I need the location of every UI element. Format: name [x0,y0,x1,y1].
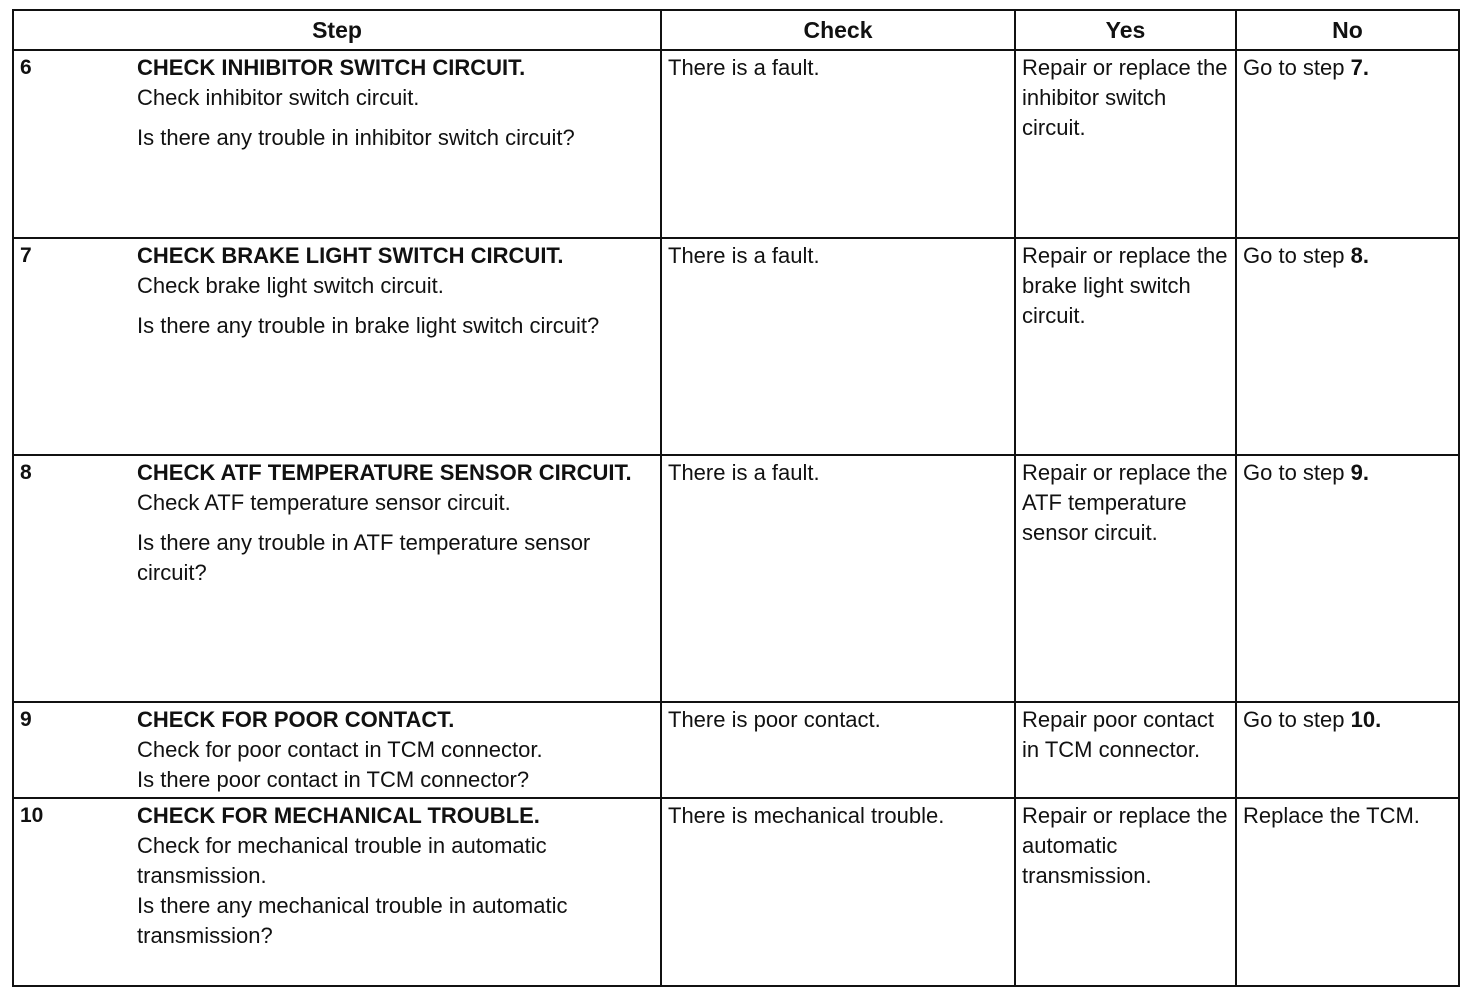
step-question: Is there any trouble in inhibitor switch circuit? [137,125,575,150]
goto-step-number: 7. [1350,55,1369,80]
yes-cell: Repair poor contact in TCM connector. [1015,702,1236,798]
step-question: Is there poor contact in TCM connector? [137,767,530,792]
step-detail: Check inhibitor switch circuit. [137,85,420,110]
step-cell [135,238,661,455]
step-detail: Check brake light switch circuit. [137,273,444,298]
yes-cell: Repair or replace the brake light switch circuit. [1015,238,1236,455]
no-cell [1236,238,1459,455]
yes-cell: Repair or replace the automatic transmission. [1015,798,1236,986]
header-step: Step [13,10,661,50]
step-number: 6 [13,50,135,238]
step-number: 9 [13,702,135,798]
header-yes: Yes [1015,10,1236,50]
table-row [13,455,1459,702]
step-detail: Check for poor contact in TCM connector. [137,737,543,762]
no-text: Go to step [1243,460,1351,485]
no-text: Go to step [1243,707,1351,732]
step-cell [135,702,661,798]
check-cell: There is a fault. [661,50,1015,238]
step-cell [135,50,661,238]
step-question: Is there any trouble in ATF temperature sensor circuit? [137,530,591,585]
goto-step-number: 9. [1350,460,1369,485]
step-question: Is there any trouble in brake light switch circuit? [137,313,600,338]
table-row [13,238,1459,455]
table-row [13,702,1459,798]
step-title: CHECK INHIBITOR SWITCH CIRCUIT. [137,55,526,80]
step-title: CHECK ATF TEMPERATURE SENSOR CIRCUIT. [137,460,632,485]
step-number: 7 [13,238,135,455]
check-cell: There is poor contact. [661,702,1015,798]
step-number: 8 [13,455,135,702]
table-row [13,50,1459,238]
check-cell: There is a fault. [661,238,1015,455]
header-row [13,10,1459,50]
no-text: Go to step [1243,243,1351,268]
diagnostic-table [12,9,1460,987]
step-detail: Check ATF temperature sensor circuit. [137,490,511,515]
header-no: No [1236,10,1459,50]
no-cell [1236,798,1459,986]
step-title: CHECK BRAKE LIGHT SWITCH CIRCUIT. [137,243,564,268]
yes-cell: Repair or replace the inhibitor switch circuit. [1015,50,1236,238]
no-cell [1236,50,1459,238]
step-title: CHECK FOR MECHANICAL TROUBLE. [137,803,540,828]
step-number: 10 [13,798,135,986]
no-cell [1236,455,1459,702]
no-text: Go to step [1243,55,1351,80]
goto-step-number: 8. [1350,243,1369,268]
check-cell: There is mechanical trouble. [661,798,1015,986]
no-text: Replace the TCM. [1243,803,1420,828]
goto-step-number: 10. [1350,707,1382,732]
no-cell [1236,702,1459,798]
step-title: CHECK FOR POOR CONTACT. [137,707,455,732]
step-detail: Check for mechanical trouble in automatic transmission. [137,833,547,888]
step-cell [135,798,661,986]
yes-cell: Repair or replace the ATF temperature sensor circuit. [1015,455,1236,702]
check-cell: There is a fault. [661,455,1015,702]
table-row [13,798,1459,986]
step-cell [135,455,661,702]
header-check: Check [661,10,1015,50]
step-question: Is there any mechanical trouble in automatic transmission? [137,893,568,948]
